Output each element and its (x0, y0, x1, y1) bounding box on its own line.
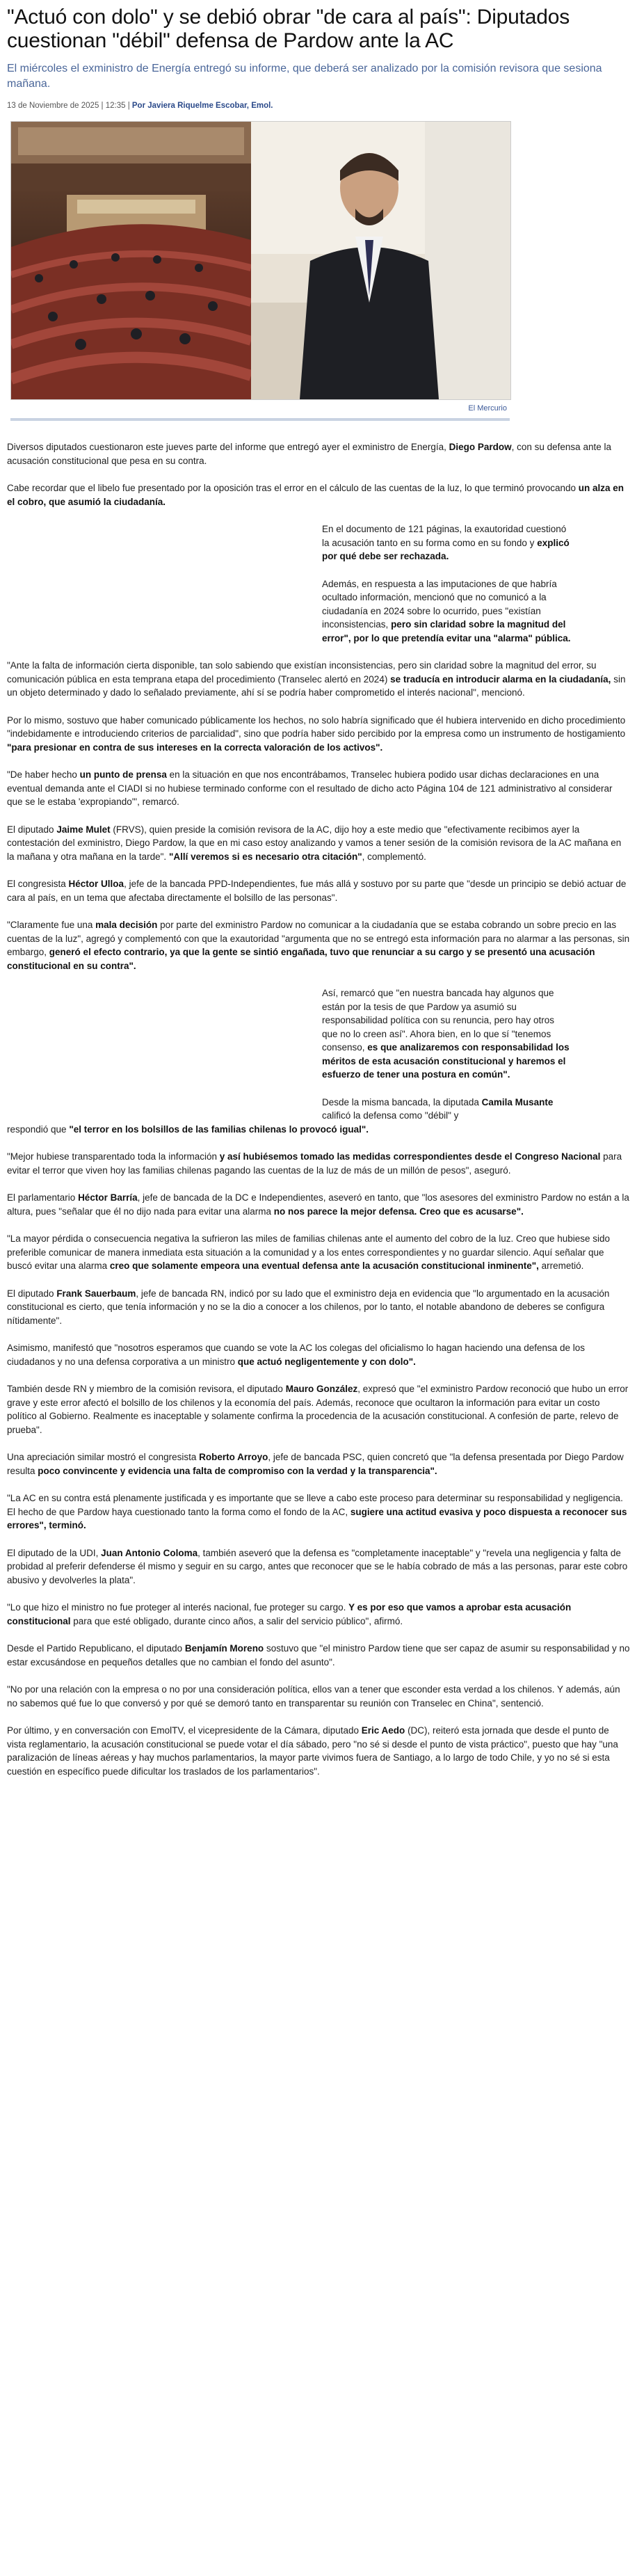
paragraph-text: "Lo que hizo el ministro no fue proteger al interés nacional, fue proteger su cargo. (7, 1602, 349, 1613)
paragraph-text: para evitar el terror que viven hoy las familias chilenas pagando las cuentas de la luz de más de un millón de pesos", aseguró. (7, 1151, 622, 1176)
bold-text: Benjamín Moreno (184, 1643, 264, 1654)
article-paragraph (7, 768, 630, 809)
paragraph-text: para que esté obligado, durante cinco años, a salir del servicio público", afirmó. (70, 1615, 403, 1626)
paragraph-text: , complementó. (362, 851, 426, 862)
paragraph-text: , jefe de bancada PSC, quien concretó que "la defensa presentada por Diego Pardow resulta (7, 1452, 624, 1476)
paragraph-text: calificó la defensa como "débil" y (322, 1110, 459, 1121)
photo-credit: El Mercurio (468, 404, 507, 413)
article-byline[interactable]: Por Javiera Riquelme Escobar, Emol. (131, 102, 273, 110)
bold-text: Eric Aedo (361, 1725, 405, 1736)
article-paragraph (7, 1450, 630, 1478)
bold-text: se traducía en introducir alarma en la ciudadanía, (390, 673, 611, 685)
paragraph-text: "Claramente fue una (7, 920, 96, 930)
article-paragraph (7, 1642, 630, 1669)
article-paragraph (7, 918, 630, 973)
paragraph-text: El parlamentario (7, 1192, 79, 1203)
bold-text: Frank Sauerbaum (56, 1288, 136, 1299)
paragraph-text: Por lo mismo, sostuvo que haber comunicado públicamente los hechos, no solo habría significado que él hubiera intervenido en dicho procedimiento "indebidamente e introduciendo criterios de parcialidad", sino que podría haber sido percibido por la empresa como un instrumento de hostigamiento (7, 714, 626, 739)
article-paragraph (7, 1232, 630, 1273)
article-paragraph (322, 1096, 572, 1123)
article-paragraph (7, 1491, 630, 1533)
paragraph-text: "La mayor pérdida o consecuencia negativa la sufrieron las miles de familias chilenas ante el aumento del cobro de la luz. Creo que hubiese sido preferible comunicar de manera inmediata esta situación a la comunidad y a los entes correspondientes y no guardar silencio. Aquí señalar que buscó evitar una alarma (7, 1233, 611, 1271)
article-paragraph (7, 1191, 630, 1218)
bold-text: Camila Musante (481, 1096, 554, 1107)
paragraph-text: , jefe de bancada de la DC e Independientes, aseveró en tanto, que "los asesores del exministro Pardow no están a la altura, pues "señalar que él no dijo nada para evitar una alarma (7, 1192, 629, 1217)
paragraph-text: "La AC en su contra está plenamente justificada y es importante que se lleve a cabo este proceso para determinar su responsabilidad y negligencia. El hecho de que Pardow haya cuestionado tanto la forma como el fondo de la AC, (7, 1493, 623, 1517)
bold-text: mala decisión (95, 920, 158, 930)
article-paragraph (7, 1150, 630, 1177)
bold-text: Juan Antonio Coloma (101, 1547, 198, 1558)
paragraph-text: Asimismo, manifestó que "nosotros esperamos que cuando se vote la AC los colegas del oficialismo lo hagan haciendo una defensa de los ciudadanos y no una defensa corporativa a un ministro (7, 1343, 586, 1367)
bold-text: generó el efecto contrario, ya que la gente se sintió engañada, tuvo que renunciar a su cargo y se presentó una acusación constitucional en su contra". (7, 947, 595, 971)
paragraph-text: , con su defensa ante la acusación constitucional que pesa en su contra. (7, 442, 611, 466)
paragraph-text: en la situación en que nos encontrábamos, Transelec hubiera podido usar dichas declaraciones en una eventual demanda ante el CIADI si no hubiese terminado conforme con el resultado de dicho acto Página 104 de 121 administrativo al considerar que se le estaba 'expropiando'", remarcó. (7, 769, 613, 807)
paragraph-text: Desde la misma bancada, la diputada (322, 1096, 482, 1107)
paragraph-text: arremetió. (538, 1261, 584, 1271)
paragraph-text: Así, remarcó que "en nuestra bancada hay algunos que están por la tesis de que Pardow ya asumió su responsabilidad política con su renuncia, pero hay otros que no lo creen así". Ahora bien, en lo que sí "tenemos consenso, (322, 988, 554, 1053)
bold-text: Roberto Arroyo (199, 1452, 268, 1462)
figure-divider (10, 418, 510, 421)
paragraph-text: (FRVS), quien preside la comisión revisora de la AC, dijo hoy a este medio que "efectivamente recibimos ayer la contestación del exministro, Diego Pardow, la que en mi caso estoy analizando y vamos a tener sesión de la comisión revisora de la AC mañana en la mañana y otra mañana en la tarde". (7, 824, 622, 862)
article-paragraph (7, 1683, 630, 1710)
article-photo[interactable] (10, 121, 511, 400)
paragraph-text: El diputado (7, 1288, 57, 1299)
paragraph-text: Una apreciación similar mostró el congresista (7, 1452, 200, 1462)
article-paragraph (7, 1287, 630, 1328)
article-paragraph (7, 1546, 630, 1587)
bold-text: un alza en el cobro, que asumió la ciudadanía. (7, 483, 624, 507)
bold-text: que actuó negligentemente y con dolo". (237, 1356, 416, 1367)
article-paragraph (7, 659, 630, 700)
paragraph-text: Desde el Partido Republicano, el diputado (7, 1643, 185, 1654)
bold-text: creo que solamente empeora una eventual defensa ante la acusación constitucional inminente", (109, 1261, 539, 1271)
paragraph-text: "De haber hecho (7, 769, 80, 780)
article-paragraph (7, 1341, 630, 1368)
paragraph-text: Cabe recordar que el libelo fue presentado por la oposición tras el error en el cálculo de las cuentas de la luz, lo que terminó provocando (7, 483, 579, 493)
bold-text: es que analizaremos con responsabilidad los méritos de esta acusación constitucional y haremos el esfuerzo de tener una postura en común". (322, 1042, 570, 1080)
paragraph-text: respondió que (7, 1123, 70, 1135)
paragraph-text: , expresó que "el exministro Pardow reconoció que hubo un error grave y este error afectó el bolsillo de los chilenos y la economía del país. Además, reconoce que ocultaron la información para evitar un costo político al Gobierno. Realmente es inaceptable y solamente confirma la procedencia de la acusación constitucional. A confesión de parte, relevo de prueba". (7, 1384, 629, 1435)
bold-text: Héctor Barría (78, 1192, 138, 1203)
paragraph-text: El diputado de la UDI, (7, 1547, 102, 1558)
bold-text: "Allí veremos si es necesario otra citación" (168, 851, 362, 862)
paragraph-text: En el documento de 121 páginas, la exautoridad cuestionó la acusación tanto en su forma como en su fondo y (322, 524, 567, 548)
paragraph-text: , también aseveró que la defensa es "completamente inaceptable" y "revela una negligencia y falta de probidad al preferir defenderse él mismo y seguir en su cargo, antes que reconocer que se le había cobrado de más a las personas, parar este cobro abusivo y devolverles la plata". (7, 1547, 628, 1585)
article-headline: "Actuó con dolo" y se debió obrar "de cara al país": Diputados cuestionan "débil" defensa de Pardow ante la AC (7, 6, 570, 52)
paragraph-text: Diversos diputados cuestionaron este jueves parte del informe que entregó ayer el exministro de Energía, (7, 442, 449, 452)
paragraph-text: "Ante la falta de información cierta disponible, tan solo sabiendo que existían inconsistencias, pero sin claridad sobre la magnitud del error, su comunicación pública en esta temprana etapa del procedimiento (Transelec alertó en 2024) (7, 660, 597, 685)
article-container (0, 6, 637, 1778)
paragraph-text: También desde RN y miembro de la comisión revisora, el diputado (7, 1384, 286, 1394)
paragraph-text: Además, en respuesta a las imputaciones de que habría ocultado información, mencionó que no comunicó a la ciudadanía en 2024 sobre lo ocurrido, pues "existían inconsistencias, (322, 578, 557, 630)
paragraph-text: sin un objeto determinado y dado lo señalado previamente, ahí sí se podría haber comprometido el interés nacional", mencionó. (7, 673, 626, 698)
bold-text: un punto de prensa (79, 769, 167, 780)
bold-text: Mauro González (285, 1384, 358, 1394)
article-paragraph (7, 714, 630, 755)
bold-text: "para presionar en contra de sus intereses en la correcta valoración de los activos". (7, 742, 383, 753)
paragraph-text: "No por una relación con la empresa o no por una consideración política, ellos van a tener que esconder esta verdad a los chilenos. Y además, aún no sabemos qué fue lo que conversó y por qué se demoró tanto en transparentar su reunión con Transelec en China", sentenció. (7, 1684, 620, 1709)
article-paragraph (7, 440, 630, 467)
bold-text: explicó por qué debe ser rechazada. (322, 537, 570, 561)
paragraph-text: sostuvo que "el ministro Pardow tiene que ser capaz de asumir su responsabilidad y no estar excusándose en pequeños detalles que no cambian el fondo del asunto". (7, 1643, 630, 1667)
article-paragraph (322, 986, 572, 1082)
article-paragraph (7, 1123, 630, 1137)
bold-text: Y es por eso que vamos a aprobar esta acusación constitucional (7, 1602, 572, 1626)
article-paragraph (7, 1724, 630, 1778)
article-paragraph (7, 823, 630, 864)
bold-text: Héctor Ulloa (68, 879, 124, 889)
bold-text: Diego Pardow (449, 442, 512, 452)
pardow-photo (251, 122, 510, 399)
article-paragraph (7, 1382, 630, 1437)
bold-text: no nos parece la mejor defensa. Creo que es acusarse". (273, 1206, 524, 1217)
article-paragraph (322, 577, 572, 646)
article-paragraph (7, 481, 630, 509)
article-figure (10, 121, 510, 421)
paragraph-text: Por último, y en conversación con EmolTV, el vicepresidente de la Cámara, diputado (7, 1725, 362, 1736)
article-body (7, 440, 630, 1778)
article-paragraph (322, 522, 572, 563)
article-subhead: El miércoles el exministro de Energía entregó su informe, que deberá ser analizado por la comisión revisora que sesiona mañana. (7, 63, 602, 90)
chamber-photo (11, 122, 251, 399)
bold-text: Jaime Mulet (56, 824, 111, 835)
paragraph-text: "Mejor hubiese transparentado toda la información (7, 1151, 220, 1162)
paragraph-text: , jefe de bancada RN, indicó por su lado que el exministro deja en evidencia que "lo argumentado en la acusación constitucional es cierto, que tenía información y no se la dio a conocer a los chilenos, por lo tanto, el notable abandono de deberes se configura nítidamente". (7, 1288, 610, 1326)
article-meta (7, 100, 630, 111)
paragraph-text: por parte del exministro Pardow no comunicar a la ciudadanía que se estaba cobrando un sobre precio en las cuentas de la luz", agregó y complementó con que la exautoridad "argumenta que no se entregó esta información para no alarmar a las personas, sin embargo, (7, 920, 630, 957)
bold-text: poco convincente y evidencia una falta de compromiso con la verdad y la transparencia". (38, 1465, 437, 1476)
paragraph-text: El congresista (7, 879, 69, 889)
article-paragraph (7, 877, 630, 904)
bold-text: sugiere una actitud evasiva y poco dispuesta a reconocer sus errores", terminó. (7, 1506, 627, 1530)
paragraph-text: (DC), reiteró esta jornada que desde el punto de vista reglamentario, la acusación constitucional se puede votar el día sábado, pero "no sé si desde el punto de vista práctico", puesto que hay "una paralización de líneas aéreas y hay muchos parlamentarios, la mayor parte vivimos fuera de Santiago, a lo largo de todo Chile, y yo no sé si esta cuestión en específico puede dificultar los traslados de los parlamentarios". (7, 1725, 618, 1777)
bold-text: y así hubiésemos tomado las medidas correspondientes desde el Congreso Nacional (219, 1151, 601, 1162)
article-paragraph (7, 1601, 630, 1628)
paragraph-text: , jefe de la bancada PPD-Independientes, fue más allá y sostuvo por su parte que "desde un principio se debió actuar de cara al país, en un tema que afectaba directamente el bolsillo de las personas". (7, 879, 627, 903)
article-date: 13 de Noviembre de 2025 | 12:35 | (7, 102, 130, 110)
bold-text: "el terror en los bolsillos de las familias chilenas lo provocó igual". (69, 1123, 369, 1135)
paragraph-text: El diputado (7, 824, 57, 835)
bold-text: pero sin claridad sobre la magnitud del error", por lo que pretendía evitar una "alarma" pública. (322, 619, 571, 643)
